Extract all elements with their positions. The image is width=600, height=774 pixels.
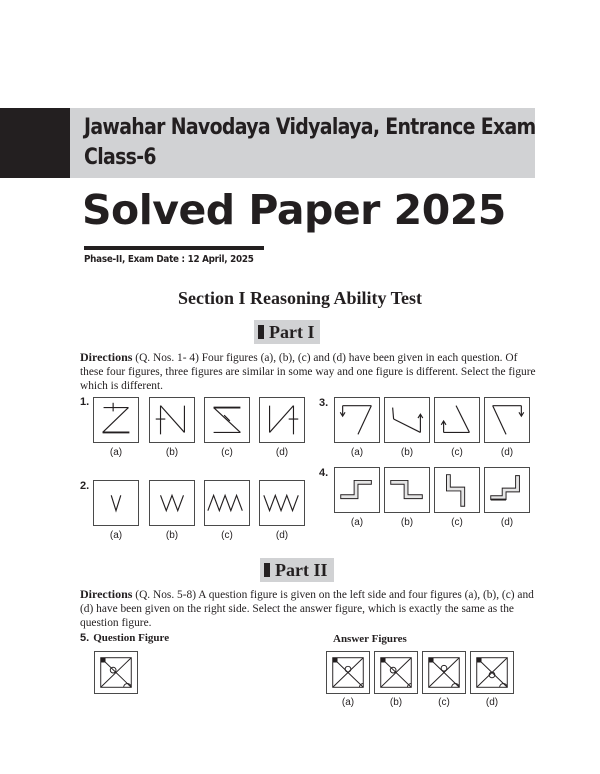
option-label: (d) [485,697,499,708]
question-number: 5. [80,632,90,644]
q5-question-heading [80,632,169,644]
option-label: (c) [221,447,233,458]
reversed-seven-arrow-icon [485,398,529,442]
part-2-directions [80,587,540,630]
q4-figure-a[interactable] [334,467,380,513]
vertical-step-shape-icon [435,468,479,512]
directions-text: (Q. Nos. 5-8) A question figure is given on the left side and four figures (a), (b), (c) and (d) have been given on the right side. Select the answer figure, which is exactly the same as the question figure. [80,589,534,629]
option-label: (c) [221,530,233,541]
q2-figure-b[interactable] [149,480,195,526]
crossed-square-icon [375,652,417,693]
title-divider [84,246,264,250]
reversed-n-shape-icon [260,398,304,442]
crossed-square-icon [471,652,513,693]
exam-date: Phase-II, Exam Date : 12 April, 2025 [84,254,254,265]
step-up-shape-icon [335,468,379,512]
part-2-label: Part II [275,559,328,580]
option-label: (d) [275,530,289,541]
q5-answer-figure-d[interactable] [470,651,514,694]
triple-v-shape-icon [260,481,304,525]
q3-figure-a[interactable] [334,397,380,443]
v-shape-icon [94,481,138,525]
q2-figure-a[interactable] [93,480,139,526]
directions-text: (Q. Nos. 1- 4) Four figures (a), (b), (c) and (d) have been given in each question. Of these four figures, three figures are similar in some way and one figure is different. Select the figure which is different. [80,352,536,392]
q4-figure-d[interactable] [484,467,530,513]
q3-figure-c[interactable] [434,397,480,443]
q1-figure-a[interactable] [93,397,139,443]
option-label: (a) [109,530,123,541]
square-bullet-icon [264,563,270,577]
l-diagonal-arrow-icon [435,398,479,442]
exam-name: Jawahar Navodaya Vidyalaya, Entrance Exam [84,115,536,140]
q3-figure-b[interactable] [384,397,430,443]
option-label: (b) [389,697,403,708]
question-number: 1. [80,396,90,408]
question-number: 2. [80,480,90,492]
option-label: (b) [165,447,179,458]
option-label: (d) [500,517,514,528]
answer-figures-label: Answer Figures [333,633,407,645]
question-number: 4. [319,467,329,479]
option-label: (b) [400,517,414,528]
part-1-label: Part I [269,321,315,342]
q5-question-figure [94,651,138,694]
class-label: Class-6 [84,145,156,170]
step-down-shape-icon [385,468,429,512]
crossed-square-icon [95,652,137,693]
section-title: Section I Reasoning Ability Test [177,288,423,308]
w-shape-icon [150,481,194,525]
check-arrow-icon [385,398,429,442]
q3-figure-d[interactable] [484,397,530,443]
q2-figure-d[interactable] [259,480,305,526]
double-step-shape-icon [485,468,529,512]
question-number: 3. [319,397,329,409]
q4-figure-b[interactable] [384,467,430,513]
part-2-heading [260,558,334,582]
option-label: (d) [275,447,289,458]
question-figure-label: Question Figure [93,632,170,644]
option-label: (a) [341,697,355,708]
option-label: (a) [350,447,364,458]
crossed-square-icon [423,652,465,693]
option-label: (a) [109,447,123,458]
q1-figure-d[interactable] [259,397,305,443]
option-label: (a) [350,517,364,528]
option-label: (c) [451,447,463,458]
option-label: (b) [400,447,414,458]
square-bullet-icon [258,325,264,339]
directions-lead: Directions [80,587,133,601]
directions-lead: Directions [80,350,133,364]
q2-figure-c[interactable] [204,480,250,526]
q5-answer-figure-c[interactable] [422,651,466,694]
q4-figure-c[interactable] [434,467,480,513]
part-1-directions [80,350,540,393]
z-shape-icon [94,398,138,442]
option-label: (b) [165,530,179,541]
seven-arrow-icon [335,398,379,442]
reversed-z-shape-icon [205,398,249,442]
n-shape-icon [150,398,194,442]
zigzag-shape-icon [205,481,249,525]
crossed-square-icon [327,652,369,693]
option-label: (c) [438,697,450,708]
part-1-heading [254,320,320,344]
header-block [0,108,70,178]
option-label: (d) [500,447,514,458]
q5-answer-figure-a[interactable] [326,651,370,694]
q1-figure-c[interactable] [204,397,250,443]
page-title: Solved Paper 2025 [82,186,506,234]
q5-answer-figure-b[interactable] [374,651,418,694]
q1-figure-b[interactable] [149,397,195,443]
option-label: (c) [451,517,463,528]
